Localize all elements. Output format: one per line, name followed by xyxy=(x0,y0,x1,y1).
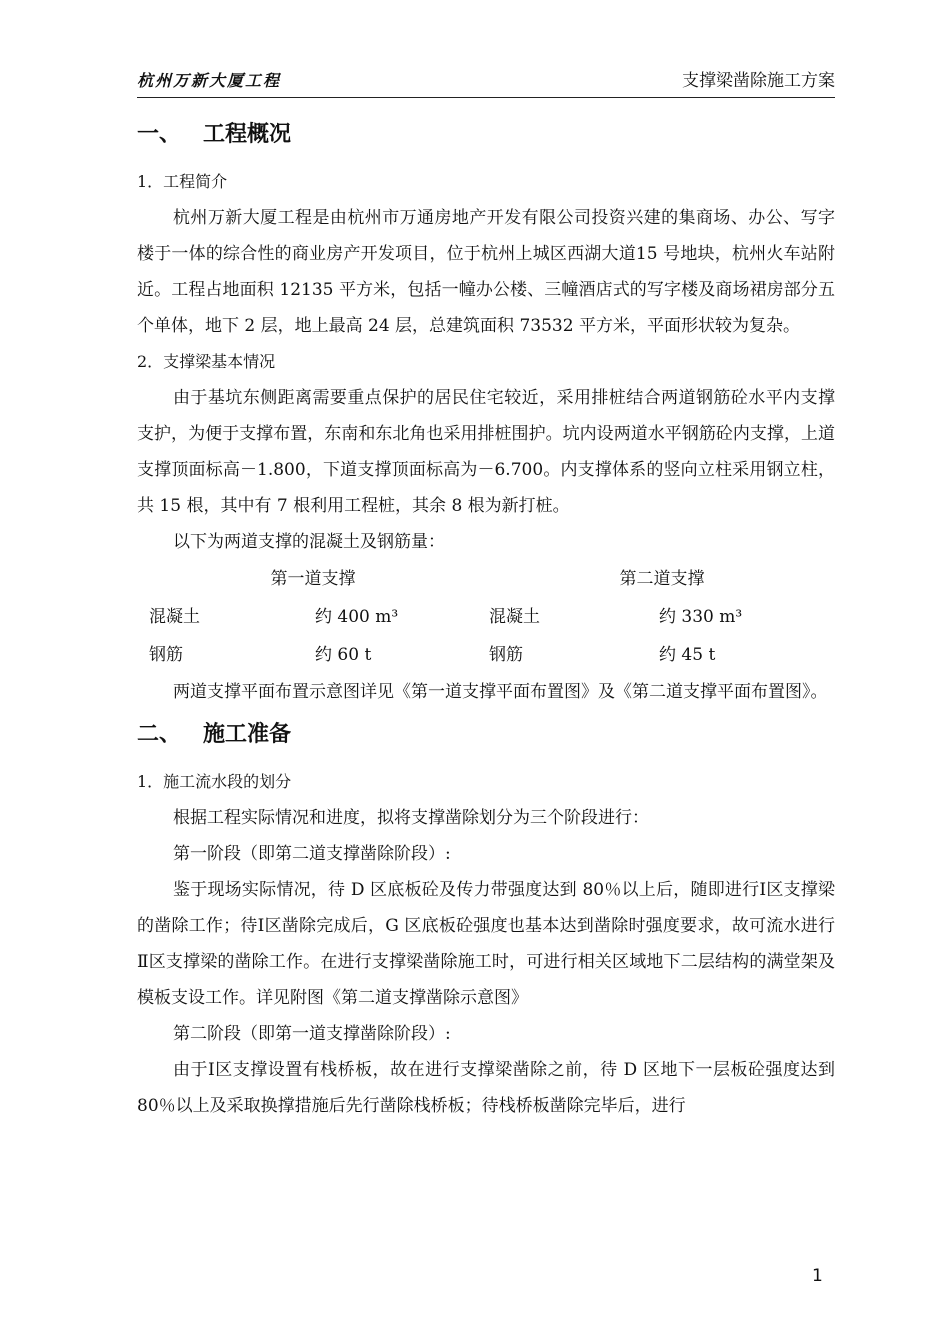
section-2-number: 二、 xyxy=(137,722,182,747)
section-1-title: 工程概况 xyxy=(203,122,292,147)
table-cell: 混凝土 xyxy=(489,607,540,627)
table-cell: 约 400 m³ xyxy=(315,607,399,627)
table-cell: 约 60 t xyxy=(315,645,372,665)
table-cell: 约 45 t xyxy=(659,645,716,665)
table-row xyxy=(137,636,835,674)
subsection-2-1-title: 1．施工流水段的划分 xyxy=(137,772,292,791)
quantity-table-header xyxy=(137,560,835,598)
table-cell: 钢筋 xyxy=(489,645,523,665)
paragraph-stage-plan: 根据工程实际情况和进度，拟将支撑凿除划分为三个阶段进行： xyxy=(173,808,649,828)
header-project-name: 杭州万新大厦工程 xyxy=(137,71,282,90)
table-head-first-support: 第一道支撑 xyxy=(270,569,356,589)
document-body xyxy=(137,110,835,1124)
table-head-second-support: 第二道支撑 xyxy=(619,569,705,589)
paragraph-stage-2-title: 第二阶段（即第一道支撑凿除阶段）: xyxy=(173,1024,451,1044)
section-2-heading xyxy=(137,720,835,750)
subsection-1-2-title: 2．支撑梁基本情况 xyxy=(137,352,276,371)
table-cell: 约 330 m³ xyxy=(659,607,743,627)
table-cell: 混凝土 xyxy=(149,607,200,627)
paragraph-stage-1-title: 第一阶段（即第二道支撑凿除阶段）: xyxy=(173,844,451,864)
paragraph-stage-2-detail: 由于Ⅰ区支撑设置有栈桥板，故在进行支撑梁凿除之前，待 D 区地下一层板砼强度达到 80％以上及采取换撑措施后先行凿除栈桥板；待栈桥板凿除完毕后，进行 xyxy=(137,1060,835,1116)
section-1-number: 一、 xyxy=(137,122,182,147)
paragraph-support-beam-info: 由于基坑东侧距离需要重点保护的居民住宅较近，采用排桩结合两道钢筋砼水平内支撑支护，为便于支撑布置，东南和东北角也采用排桩围护。坑内设两道水平钢筋砼内支撑，上道支撑顶面标高－1.800，下道支撑顶面标高为－6.700。内支撑体系的竖向立柱采用钢立柱，共 15 根，其中有 7 根利用工程桩，其余 8 根为新打桩。 xyxy=(137,388,835,516)
section-1-heading xyxy=(137,120,835,150)
paragraph-project-intro: 杭州万新大厦工程是由杭州市万通房地产开发有限公司投资兴建的集商场、办公、写字楼于一体的综合性的商业房产开发项目，位于杭州上城区西湖大道15 号地块，杭州火车站附近。工程占地面积 12135 平方米，包括一幢办公楼、三幢酒店式的写字楼及商场裙房部分五个单体，地下 2 层，地上最高 24 层，总建筑面积 73532 平方米，平面形状较为复杂。 xyxy=(137,208,835,336)
table-row xyxy=(137,598,835,636)
paragraph-stage-1-detail: 鉴于现场实际情况，待 D 区底板砼及传力带强度达到 80％以上后，随即进行Ⅰ区支撑梁的凿除工作；待Ⅰ区凿除完成后，G 区底板砼强度也基本达到凿除时强度要求，故可流水进行Ⅱ区支撑梁的凿除工作。在进行支撑梁凿除施工时，可进行相关区域地下二层结构的满堂架及模板支设工作。详见附图《第二道支撑凿除示意图》 xyxy=(137,880,835,1008)
header-document-title: 支撑梁凿除施工方案 xyxy=(682,71,835,91)
header-rule xyxy=(137,97,835,98)
subsection-1-1-title: 1．工程简介 xyxy=(137,172,228,191)
section-2-title: 施工准备 xyxy=(203,722,292,747)
paragraph-quantities-intro: 以下为两道支撑的混凝土及钢筋量： xyxy=(173,532,445,552)
page-number: 1 xyxy=(812,1266,823,1286)
table-cell: 钢筋 xyxy=(149,645,183,665)
paragraph-layout-reference: 两道支撑平面布置示意图详见《第一道支撑平面布置图》及《第二道支撑平面布置图》。 xyxy=(173,682,828,702)
